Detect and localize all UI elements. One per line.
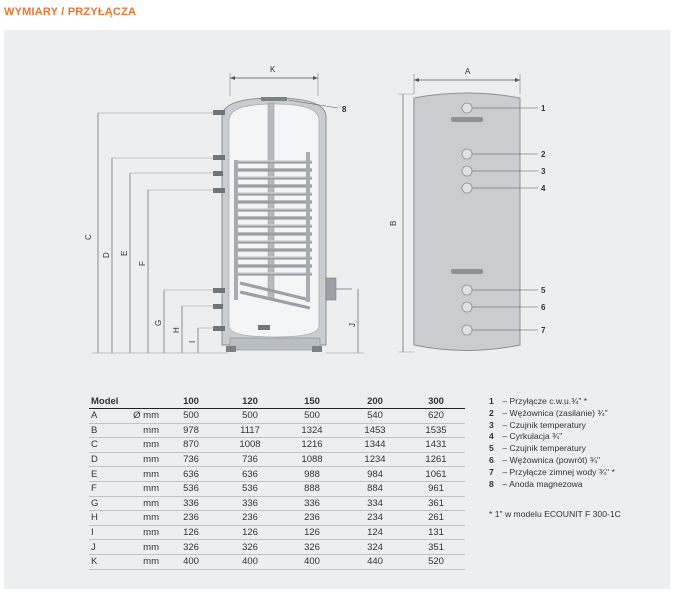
legend-text: – Cyrkulacja ¾" — [502, 431, 563, 442]
column-header: 100 — [163, 395, 219, 409]
table-cell: 326 — [281, 540, 343, 555]
table-cell: 736 — [219, 452, 281, 467]
connector-label-2: 2 — [541, 150, 546, 159]
row-label: H — [89, 511, 133, 526]
column-header: 150 — [281, 395, 343, 409]
side-view — [389, 67, 546, 352]
table-cell: 540 — [343, 409, 407, 424]
row-label: J — [89, 540, 133, 555]
table-cell: 326 — [219, 540, 281, 555]
column-header: 200 — [343, 395, 407, 409]
table-cell: 520 — [407, 554, 465, 569]
table-cell: 1008 — [219, 438, 281, 453]
row-unit: mm — [133, 467, 163, 482]
table-cell: 636 — [163, 467, 219, 482]
table-cell: 400 — [281, 554, 343, 569]
connector-label-6: 6 — [541, 303, 546, 312]
table-cell: 124 — [343, 525, 407, 540]
legend-text: – Anoda magnezowa — [502, 478, 583, 489]
row-label: I — [89, 525, 133, 540]
table-body — [89, 409, 465, 570]
connector-label-8: 8 — [342, 105, 347, 114]
table-cell: 361 — [407, 496, 465, 511]
dim-label-d: D — [102, 252, 111, 258]
table-cell: 236 — [281, 511, 343, 526]
table-cell: 620 — [407, 409, 465, 424]
table-cell: 500 — [163, 409, 219, 424]
table-row — [89, 511, 465, 526]
row-unit: mm — [133, 540, 163, 555]
table-row — [89, 438, 465, 453]
table-row — [89, 452, 465, 467]
dim-label-i: I — [188, 340, 197, 343]
dimensions-table — [89, 395, 465, 570]
table-cell: 236 — [219, 511, 281, 526]
table-cell: 1261 — [407, 452, 465, 467]
table-row — [89, 540, 465, 555]
legend-text: – Przyłącze zimnej wody ¾" * — [502, 466, 615, 477]
column-header: Model — [89, 395, 133, 409]
table-row — [89, 481, 465, 496]
table-cell: 536 — [219, 481, 281, 496]
legend-item — [489, 467, 615, 479]
table-cell: 234 — [343, 511, 407, 526]
table-row — [89, 496, 465, 511]
legend-number: 2 — [489, 407, 494, 418]
table-row — [89, 409, 465, 424]
row-unit: mm — [133, 554, 163, 569]
table-cell: 400 — [163, 554, 219, 569]
row-label: F — [89, 481, 133, 496]
table-row — [89, 423, 465, 438]
table-row — [89, 554, 465, 569]
legend-item — [489, 443, 615, 455]
row-label: K — [89, 554, 133, 569]
connection-legend — [489, 396, 615, 490]
table-cell: 440 — [343, 554, 407, 569]
legend-number: 7 — [489, 466, 494, 477]
legend-number: 8 — [489, 478, 494, 489]
row-label: G — [89, 496, 133, 511]
row-label: A — [89, 409, 133, 424]
table-cell: 236 — [163, 511, 219, 526]
connector-label-3: 3 — [541, 167, 546, 176]
legend-item — [489, 479, 615, 491]
row-unit: mm — [133, 511, 163, 526]
row-label: B — [89, 423, 133, 438]
connector-label-7: 7 — [541, 326, 546, 335]
table-cell: 500 — [219, 409, 281, 424]
dim-label-h: H — [172, 327, 181, 333]
legend-item — [489, 408, 615, 420]
dim-label-k: K — [270, 65, 276, 74]
table-cell: 400 — [219, 554, 281, 569]
table-cell: 1324 — [281, 423, 343, 438]
table-cell: 961 — [407, 481, 465, 496]
table-cell: 1234 — [343, 452, 407, 467]
table-cell: 126 — [281, 525, 343, 540]
table-cell: 1117 — [219, 423, 281, 438]
dim-label-j: J — [348, 323, 357, 327]
legend-number: 5 — [489, 443, 494, 454]
table-cell: 1061 — [407, 467, 465, 482]
legend-text: – Wężownica (powrót) ¾" — [502, 454, 601, 465]
table-cell: 334 — [343, 496, 407, 511]
row-unit: mm — [133, 525, 163, 540]
table-cell: 126 — [163, 525, 219, 540]
row-label: D — [89, 452, 133, 467]
legend-text: – Czujnik temperatury — [502, 443, 586, 454]
table-cell: 1431 — [407, 438, 465, 453]
row-unit: mm — [133, 423, 163, 438]
table-cell: 326 — [163, 540, 219, 555]
dim-label-e: E — [120, 250, 129, 256]
table-cell: 131 — [407, 525, 465, 540]
table-cell: 1344 — [343, 438, 407, 453]
table-cell: 870 — [163, 438, 219, 453]
legend-number: 1 — [489, 396, 494, 406]
connector-label-5: 5 — [541, 286, 546, 295]
table-cell: 500 — [281, 409, 343, 424]
table-row — [89, 525, 465, 540]
table-cell: 324 — [343, 540, 407, 555]
table-cell: 336 — [219, 496, 281, 511]
dim-label-g: G — [154, 319, 163, 326]
table-cell: 351 — [407, 540, 465, 555]
column-header: 120 — [219, 395, 281, 409]
row-label: E — [89, 467, 133, 482]
front-view — [84, 65, 364, 353]
dim-label-c: C — [84, 234, 93, 240]
table-cell: 736 — [163, 452, 219, 467]
table-header-row — [89, 395, 465, 409]
table-cell: 884 — [343, 481, 407, 496]
legend-number: 6 — [489, 454, 494, 465]
legend-text: – Wężownica (zasilanie) ¾" — [502, 407, 608, 418]
table-cell: 336 — [163, 496, 219, 511]
legend-number: 4 — [489, 431, 494, 442]
table-cell: 1453 — [343, 423, 407, 438]
page-title: WYMIARY / PRZYŁĄCZA — [4, 6, 137, 18]
column-header: 300 — [407, 395, 465, 409]
legend-number: 3 — [489, 419, 494, 430]
table-cell: 336 — [281, 496, 343, 511]
row-unit: mm — [133, 452, 163, 467]
table-cell: 1216 — [281, 438, 343, 453]
connector-label-1: 1 — [541, 104, 546, 113]
table-cell: 1088 — [281, 452, 343, 467]
table-row — [89, 467, 465, 482]
table-cell: 888 — [281, 481, 343, 496]
table-cell: 261 — [407, 511, 465, 526]
row-unit: mm — [133, 496, 163, 511]
legend-item — [489, 455, 615, 467]
connector-label-4: 4 — [541, 184, 546, 193]
table-cell: 1535 — [407, 423, 465, 438]
table-cell: 636 — [219, 467, 281, 482]
table-cell: 988 — [281, 467, 343, 482]
footnote: * 1" w modelu ECOUNIT F 300-1C — [489, 509, 621, 519]
legend-item — [489, 431, 615, 443]
dim-label-a: A — [465, 67, 471, 76]
row-label: C — [89, 438, 133, 453]
dim-label-f: F — [138, 261, 147, 266]
table-cell: 984 — [343, 467, 407, 482]
legend-text: – Przyłącze c.w.u.¾" * — [502, 396, 588, 406]
legend-text: – Czujnik temperatury — [502, 419, 586, 430]
dim-label-b: B — [389, 220, 398, 226]
legend-item — [489, 420, 615, 432]
table-cell: 536 — [163, 481, 219, 496]
row-unit: mm — [133, 481, 163, 496]
table-cell: 126 — [219, 525, 281, 540]
legend-item — [489, 396, 615, 408]
column-header — [133, 395, 163, 409]
table-cell: 978 — [163, 423, 219, 438]
row-unit: Ø mm — [133, 409, 163, 424]
row-unit: mm — [133, 438, 163, 453]
